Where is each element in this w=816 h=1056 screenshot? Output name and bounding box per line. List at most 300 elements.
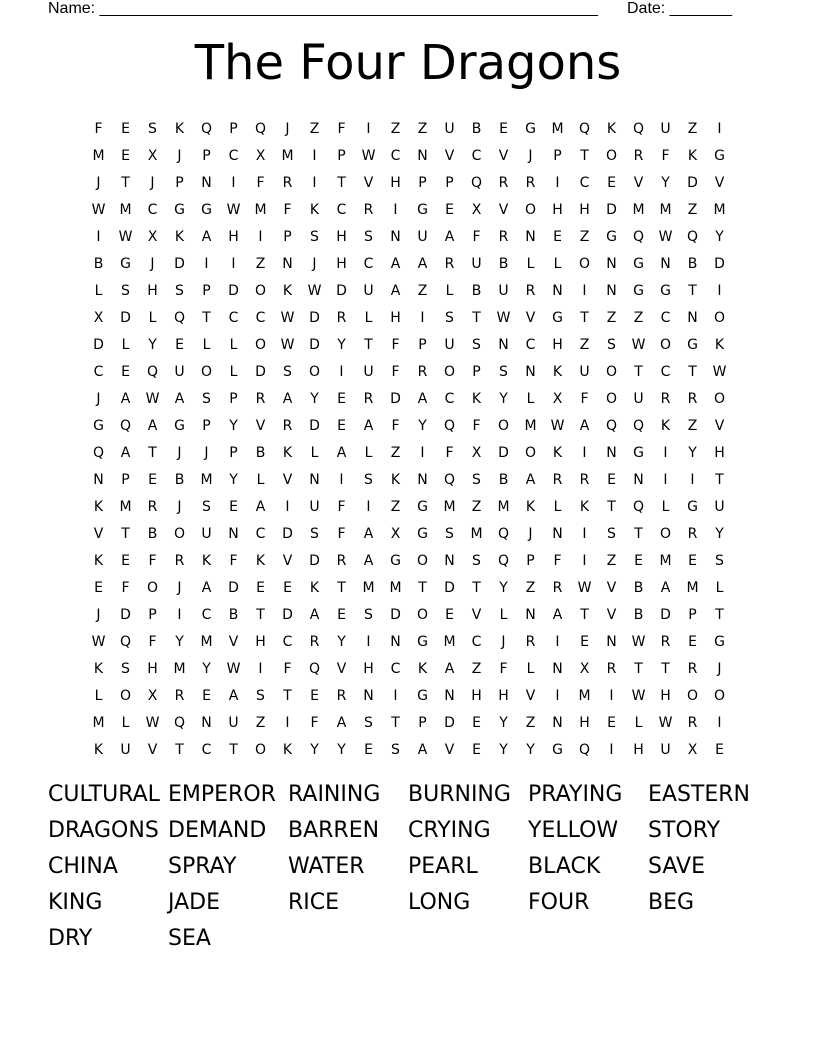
grid-letter: U	[363, 282, 374, 299]
grid-letter: B	[255, 444, 266, 461]
grid-letter: G	[417, 525, 428, 542]
grid-letter: N	[606, 282, 617, 299]
grid-letter: G	[525, 120, 536, 137]
grid-letter: H	[390, 309, 401, 326]
grid-letter: V	[444, 741, 455, 758]
grid-letter: L	[148, 309, 157, 326]
grid-letter: M	[92, 147, 105, 164]
grid-letter: Y	[337, 633, 346, 650]
grid-letter: V	[147, 741, 158, 758]
grid-letter: N	[552, 660, 563, 677]
grid-letter: I	[258, 660, 263, 677]
grid-letter: D	[255, 363, 266, 380]
grid-letter: G	[714, 147, 725, 164]
grid-letter: J	[150, 255, 155, 272]
grid-letter: S	[364, 606, 373, 623]
grid-letter: C	[336, 201, 347, 218]
grid-letter: H	[471, 687, 482, 704]
grid-letter: Q	[632, 120, 645, 137]
word-bank-item: KING	[48, 890, 103, 915]
grid-letter: Q	[632, 228, 645, 245]
grid-letter: K	[255, 552, 266, 569]
grid-letter: M	[92, 714, 105, 731]
grid-letter: T	[418, 579, 427, 596]
grid-letter: A	[255, 498, 266, 515]
grid-letter: R	[660, 633, 671, 650]
grid-letter: F	[256, 174, 265, 191]
grid-letter: F	[445, 444, 454, 461]
grid-letter: I	[582, 552, 587, 569]
grid-letter: A	[390, 255, 401, 272]
grid-letter: E	[472, 714, 481, 731]
grid-letter: Q	[470, 174, 483, 191]
grid-letter: L	[634, 714, 643, 731]
word-bank-item: BLACK	[528, 854, 601, 879]
grid-letter: Z	[471, 660, 482, 677]
grid-letter: L	[526, 255, 535, 272]
grid-letter: G	[174, 417, 185, 434]
grid-letter: I	[555, 687, 560, 704]
grid-letter: T	[634, 660, 643, 677]
grid-letter: F	[337, 498, 346, 515]
grid-letter: C	[201, 606, 212, 623]
grid-letter: B	[633, 606, 644, 623]
grid-letter: V	[282, 552, 293, 569]
grid-letter: D	[444, 579, 455, 596]
grid-letter: K	[417, 660, 428, 677]
grid-letter: C	[660, 363, 671, 380]
grid-letter: X	[147, 687, 158, 704]
grid-letter: N	[417, 471, 428, 488]
grid-letter: Q	[605, 417, 618, 434]
grid-letter: I	[366, 120, 371, 137]
grid-letter: F	[283, 660, 292, 677]
grid-letter: Q	[497, 525, 510, 542]
grid-letter: J	[204, 444, 209, 461]
grid-letter: C	[390, 147, 401, 164]
grid-letter: L	[499, 606, 508, 623]
grid-letter: C	[390, 660, 401, 677]
grid-letter: K	[309, 201, 320, 218]
grid-letter: M	[119, 201, 132, 218]
grid-letter: V	[606, 579, 617, 596]
grid-letter: D	[390, 606, 401, 623]
grid-letter: G	[120, 255, 131, 272]
grid-letter: T	[634, 363, 643, 380]
grid-letter: Y	[418, 417, 427, 434]
grid-letter: X	[93, 309, 104, 326]
grid-letter: L	[121, 714, 130, 731]
grid-letter: I	[690, 471, 695, 488]
grid-letter: S	[310, 525, 319, 542]
word-bank-item: JADE	[168, 890, 220, 915]
grid-letter: S	[472, 336, 481, 353]
grid-letter: P	[202, 147, 211, 164]
grid-letter: N	[390, 633, 401, 650]
grid-letter: N	[606, 444, 617, 461]
grid-letter: S	[148, 120, 157, 137]
grid-letter: E	[607, 471, 616, 488]
grid-letter: A	[417, 741, 428, 758]
grid-letter: G	[417, 498, 428, 515]
grid-letter: R	[282, 174, 293, 191]
grid-letter: I	[366, 633, 371, 650]
grid-letter: N	[201, 174, 212, 191]
grid-letter: R	[552, 471, 563, 488]
grid-letter: N	[552, 714, 563, 731]
grid-letter: O	[659, 336, 672, 353]
grid-letter: S	[202, 390, 211, 407]
grid-letter: O	[497, 417, 510, 434]
grid-letter: P	[229, 444, 238, 461]
grid-letter: Y	[688, 444, 697, 461]
grid-letter: K	[579, 498, 590, 515]
grid-letter: W	[577, 579, 592, 596]
grid-letter: Y	[499, 741, 508, 758]
grid-letter: S	[607, 336, 616, 353]
grid-letter: M	[632, 201, 645, 218]
grid-letter: N	[525, 228, 536, 245]
grid-letter: X	[687, 741, 698, 758]
grid-letter: R	[417, 363, 428, 380]
grid-letter: E	[364, 741, 373, 758]
grid-letter: R	[444, 255, 455, 272]
grid-letter: W	[631, 633, 646, 650]
grid-letter: Z	[390, 444, 401, 461]
grid-letter: A	[201, 228, 212, 245]
grid-letter: D	[282, 606, 293, 623]
grid-letter: H	[498, 687, 509, 704]
grid-letter: H	[336, 228, 347, 245]
grid-letter: G	[606, 228, 617, 245]
grid-letter: Y	[661, 174, 670, 191]
grid-letter: S	[445, 309, 454, 326]
grid-letter: Y	[310, 741, 319, 758]
word-bank-item: STORY	[648, 818, 721, 843]
grid-letter: O	[416, 552, 429, 569]
grid-letter: Y	[499, 714, 508, 731]
grid-letter: P	[553, 147, 562, 164]
grid-letter: Q	[308, 660, 321, 677]
grid-letter: F	[337, 120, 346, 137]
grid-letter: W	[307, 282, 322, 299]
grid-letter: A	[228, 687, 239, 704]
grid-letter: A	[282, 390, 293, 407]
grid-letter: Y	[337, 741, 346, 758]
grid-letter: X	[471, 444, 482, 461]
grid-letter: T	[472, 309, 481, 326]
grid-letter: H	[552, 201, 563, 218]
grid-letter: H	[390, 174, 401, 191]
grid-letter: G	[633, 255, 644, 272]
grid-letter: Z	[390, 120, 401, 137]
grid-letter: Y	[337, 336, 346, 353]
grid-letter: N	[498, 336, 509, 353]
grid-letter: I	[582, 525, 587, 542]
grid-letter: E	[202, 687, 211, 704]
grid-letter: Q	[119, 417, 132, 434]
grid-letter: I	[555, 633, 560, 650]
grid-letter: D	[309, 552, 320, 569]
grid-letter: D	[660, 606, 671, 623]
grid-letter: O	[173, 525, 186, 542]
grid-letter: N	[552, 525, 563, 542]
grid-letter: I	[393, 687, 398, 704]
grid-letter: L	[364, 444, 373, 461]
grid-letter: E	[310, 687, 319, 704]
grid-letter: M	[119, 498, 132, 515]
grid-letter: Z	[687, 201, 698, 218]
grid-letter: E	[634, 552, 643, 569]
grid-letter: D	[309, 309, 320, 326]
grid-letter: J	[96, 174, 101, 191]
grid-letter: T	[715, 606, 724, 623]
grid-letter: N	[606, 633, 617, 650]
grid-letter: A	[201, 579, 212, 596]
grid-letter: K	[687, 147, 698, 164]
grid-letter: F	[229, 552, 238, 569]
grid-letter: T	[121, 174, 130, 191]
grid-letter: U	[660, 120, 671, 137]
grid-letter: V	[498, 147, 509, 164]
grid-letter: L	[445, 282, 454, 299]
grid-letter: N	[363, 687, 374, 704]
name-field[interactable]: Name: ________________________________________________________	[48, 0, 598, 17]
grid-letter: P	[175, 174, 184, 191]
grid-letter: F	[121, 579, 130, 596]
grid-letter: Z	[255, 255, 266, 272]
grid-letter: U	[714, 498, 725, 515]
grid-letter: E	[337, 390, 346, 407]
grid-letter: T	[634, 525, 643, 542]
grid-letter: U	[417, 228, 428, 245]
grid-letter: B	[498, 255, 509, 272]
grid-letter: R	[255, 390, 266, 407]
grid-letter: H	[363, 660, 374, 677]
grid-letter: Q	[173, 714, 186, 731]
grid-letter: E	[337, 606, 346, 623]
grid-letter: R	[606, 660, 617, 677]
grid-letter: Z	[687, 120, 698, 137]
grid-letter: K	[471, 390, 482, 407]
grid-letter: I	[555, 174, 560, 191]
grid-letter: J	[177, 147, 182, 164]
grid-letter: V	[471, 606, 482, 623]
grid-letter: B	[228, 606, 239, 623]
grid-letter: X	[255, 147, 266, 164]
grid-letter: T	[580, 147, 589, 164]
grid-letter: O	[578, 255, 591, 272]
word-bank-item: RAINING	[288, 782, 381, 807]
grid-letter: V	[525, 687, 536, 704]
date-field[interactable]: Date: _______	[627, 0, 732, 17]
grid-letter: I	[582, 282, 587, 299]
grid-letter: R	[687, 390, 698, 407]
grid-letter: M	[443, 498, 456, 515]
grid-letter: M	[389, 579, 402, 596]
grid-letter: R	[498, 174, 509, 191]
grid-letter: A	[660, 579, 671, 596]
grid-letter: I	[231, 174, 236, 191]
grid-letter: F	[310, 714, 319, 731]
grid-letter: N	[525, 606, 536, 623]
grid-letter: N	[660, 255, 671, 272]
grid-letter: W	[658, 714, 673, 731]
word-bank-item: CULTURAL	[48, 782, 160, 807]
grid-letter: U	[309, 498, 320, 515]
grid-letter: A	[120, 390, 131, 407]
grid-letter: A	[444, 228, 455, 245]
grid-letter: D	[174, 255, 185, 272]
grid-letter: P	[418, 714, 427, 731]
grid-letter: T	[580, 309, 589, 326]
grid-letter: M	[470, 525, 483, 542]
grid-letter: W	[91, 633, 106, 650]
grid-letter: Q	[254, 120, 267, 137]
grid-letter: E	[607, 714, 616, 731]
grid-letter: T	[148, 444, 157, 461]
grid-letter: T	[661, 660, 670, 677]
grid-letter: D	[606, 201, 617, 218]
grid-letter: W	[280, 336, 295, 353]
grid-letter: N	[444, 552, 455, 569]
grid-letter: E	[256, 579, 265, 596]
grid-letter: M	[578, 687, 591, 704]
grid-letter: I	[285, 498, 290, 515]
grid-letter: Q	[200, 120, 213, 137]
grid-letter: Q	[443, 417, 456, 434]
grid-letter: E	[148, 471, 157, 488]
grid-letter: J	[177, 498, 182, 515]
grid-letter: M	[659, 201, 672, 218]
grid-letter: W	[145, 714, 160, 731]
grid-letter: Q	[92, 444, 105, 461]
grid-letter: L	[526, 390, 535, 407]
grid-letter: I	[231, 255, 236, 272]
grid-letter: A	[336, 444, 347, 461]
word-bank-item: CRYING	[408, 818, 491, 843]
grid-letter: E	[121, 552, 130, 569]
grid-letter: M	[659, 552, 672, 569]
grid-letter: F	[391, 417, 400, 434]
word-bank-item: SEA	[168, 926, 211, 951]
grid-letter: S	[256, 687, 265, 704]
grid-letter: V	[714, 174, 725, 191]
grid-letter: H	[579, 201, 590, 218]
grid-letter: P	[337, 147, 346, 164]
grid-letter: L	[94, 282, 103, 299]
grid-letter: Q	[632, 417, 645, 434]
word-bank-item: YELLOW	[528, 818, 619, 843]
grid-letter: K	[93, 741, 104, 758]
grid-letter: Z	[633, 309, 644, 326]
grid-letter: X	[552, 390, 563, 407]
grid-letter: Q	[443, 471, 456, 488]
grid-letter: T	[688, 282, 697, 299]
grid-letter: C	[579, 174, 590, 191]
grid-letter: I	[366, 498, 371, 515]
grid-letter: C	[282, 633, 293, 650]
grid-letter: B	[498, 471, 509, 488]
grid-letter: T	[580, 606, 589, 623]
grid-letter: D	[498, 444, 509, 461]
grid-letter: Q	[686, 228, 699, 245]
grid-letter: N	[228, 525, 239, 542]
word-bank	[48, 777, 768, 957]
grid-letter: Q	[578, 741, 591, 758]
grid-letter: J	[501, 633, 506, 650]
grid-letter: A	[147, 417, 158, 434]
grid-letter: L	[202, 336, 211, 353]
grid-letter: A	[309, 606, 320, 623]
grid-letter: Y	[148, 336, 157, 353]
grid-letter: A	[390, 282, 401, 299]
grid-letter: I	[420, 444, 425, 461]
grid-letter: K	[390, 471, 401, 488]
grid-letter: Y	[229, 417, 238, 434]
grid-letter: Y	[715, 228, 724, 245]
grid-letter: O	[713, 309, 726, 326]
grid-letter: W	[118, 228, 133, 245]
word-bank-item: SAVE	[648, 854, 705, 879]
grid-letter: K	[93, 660, 104, 677]
grid-letter: Y	[499, 390, 508, 407]
grid-letter: D	[309, 336, 320, 353]
grid-letter: L	[256, 471, 265, 488]
grid-letter: Z	[390, 498, 401, 515]
grid-letter: C	[660, 309, 671, 326]
grid-letter: F	[148, 552, 157, 569]
grid-letter: E	[229, 498, 238, 515]
word-bank-item: DEMAND	[168, 818, 267, 843]
grid-letter: V	[444, 147, 455, 164]
grid-letter: Z	[606, 309, 617, 326]
grid-letter: N	[390, 228, 401, 245]
grid-letter: E	[445, 606, 454, 623]
grid-letter: R	[633, 147, 644, 164]
grid-letter: O	[605, 390, 618, 407]
grid-letter: P	[472, 363, 481, 380]
grid-letter: D	[120, 606, 131, 623]
grid-letter: Q	[632, 498, 645, 515]
grid-letter: W	[91, 201, 106, 218]
grid-letter: R	[687, 660, 698, 677]
grid-letter: W	[226, 201, 241, 218]
grid-letter: L	[310, 444, 319, 461]
grid-letter: P	[418, 174, 427, 191]
grid-letter: K	[309, 579, 320, 596]
grid-letter: S	[391, 741, 400, 758]
grid-letter: D	[309, 417, 320, 434]
grid-letter: R	[282, 417, 293, 434]
grid-letter: E	[121, 363, 130, 380]
grid-letter: B	[174, 471, 185, 488]
grid-letter: G	[417, 201, 428, 218]
grid-letter: O	[686, 687, 699, 704]
word-bank-item: BURNING	[408, 782, 511, 807]
grid-letter: E	[445, 201, 454, 218]
grid-letter: D	[120, 309, 131, 326]
grid-letter: L	[661, 498, 670, 515]
grid-letter: A	[363, 417, 374, 434]
grid-letter: Z	[579, 336, 590, 353]
grid-letter: H	[579, 714, 590, 731]
grid-letter: S	[283, 363, 292, 380]
grid-letter: H	[255, 633, 266, 650]
grid-letter: M	[362, 579, 375, 596]
grid-letter: T	[229, 741, 238, 758]
grid-letter: L	[553, 255, 562, 272]
